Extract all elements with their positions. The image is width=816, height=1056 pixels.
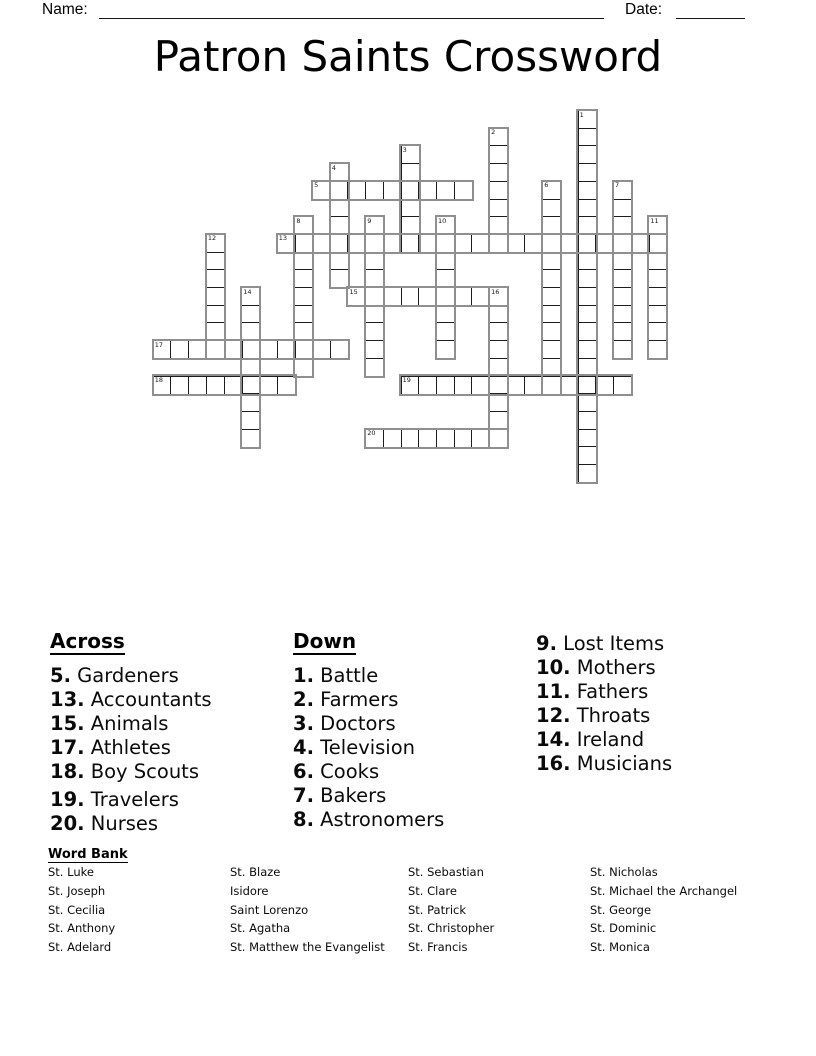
grid-cell[interactable] <box>330 252 349 271</box>
cell-number: 20 <box>367 429 376 438</box>
grid-cell[interactable] <box>294 322 313 341</box>
cell-number: 5 <box>314 181 319 190</box>
word-bank-item: Saint Lorenzo <box>230 902 309 917</box>
grid-cell[interactable] <box>613 234 632 253</box>
grid-cell[interactable] <box>401 199 420 218</box>
grid-cell[interactable] <box>489 145 508 164</box>
word-bank-item: St. Anthony <box>48 921 116 936</box>
grid-cell[interactable] <box>206 322 225 341</box>
clue-item-12: 12. Throats <box>536 704 651 727</box>
word-bank-item: St. Christopher <box>408 921 495 936</box>
clue-item-4: 4. Television <box>293 736 416 759</box>
clue-item-3: 3. Doctors <box>293 712 396 735</box>
grid-cell[interactable] <box>401 429 420 448</box>
clue-item-1: 1. Battle <box>293 664 379 687</box>
grid-cell[interactable] <box>542 376 561 395</box>
clue-item-20: 20. Nurses <box>50 812 159 835</box>
grid-cell[interactable] <box>648 287 667 306</box>
cell-number: 14 <box>243 287 252 296</box>
grid-cell[interactable] <box>648 322 667 341</box>
clue-item-19: 19. Travelers <box>50 788 179 811</box>
word-bank-item: St. Joseph <box>48 883 106 898</box>
grid-cell[interactable] <box>613 287 632 306</box>
word-bank-section <box>48 843 788 963</box>
grid-cell[interactable] <box>383 181 402 200</box>
cell-number: 13 <box>278 234 287 243</box>
grid-cell[interactable] <box>631 234 650 253</box>
clue-number: 2. <box>293 688 314 711</box>
grid-cell[interactable] <box>241 429 260 448</box>
grid-cell[interactable] <box>648 340 667 359</box>
grid-cell[interactable] <box>542 358 561 377</box>
word-bank-heading: Word Bank <box>48 847 128 862</box>
grid-cell[interactable] <box>542 199 561 218</box>
clue-number: 16. <box>536 752 571 775</box>
grid-cell[interactable] <box>365 252 384 271</box>
grid-cell[interactable] <box>224 376 243 395</box>
grid-cell[interactable] <box>170 376 189 395</box>
grid-cell[interactable] <box>542 252 561 271</box>
cell-number: 7 <box>614 181 620 190</box>
grid-cell[interactable] <box>206 287 225 306</box>
grid-cell[interactable] <box>330 181 349 200</box>
grid-cell[interactable] <box>241 411 260 430</box>
grid-cell[interactable] <box>471 234 490 253</box>
clue-item-15: 15. Animals <box>50 712 169 735</box>
across-clues-section <box>50 630 285 836</box>
grid-cell[interactable] <box>365 322 384 341</box>
clue-number: 4. <box>293 736 314 759</box>
name-blank-line[interactable] <box>99 0 604 19</box>
grid-cell[interactable] <box>578 199 597 218</box>
clue-item-8: 8. Astronomers <box>293 808 445 831</box>
word-bank-item: St. Nicholas <box>590 865 658 879</box>
grid-cell[interactable] <box>542 287 561 306</box>
grid-cell[interactable] <box>418 181 437 200</box>
clue-item-11: 11. Fathers <box>536 680 649 703</box>
cell-number: 18 <box>154 376 164 384</box>
down-clues-section <box>293 630 528 832</box>
clue-item-16: 16. Musicians <box>536 752 673 775</box>
grid-cell[interactable] <box>613 322 632 341</box>
crossword-grid <box>153 110 667 482</box>
cell-number: 8 <box>296 216 301 225</box>
word-bank-item: St. George <box>590 902 652 917</box>
grid-cell[interactable] <box>542 234 561 253</box>
grid-cell[interactable] <box>489 181 508 200</box>
word-bank-item: St. Cecilia <box>48 902 106 917</box>
grid-cell[interactable] <box>206 340 225 359</box>
cell-number: 10 <box>437 216 447 225</box>
grid-cell[interactable] <box>578 376 597 395</box>
clue-number: 5. <box>50 664 71 687</box>
grid-cell[interactable] <box>648 234 667 253</box>
clue-number: 1. <box>293 664 314 687</box>
grid-cell[interactable] <box>524 234 543 253</box>
grid-cell[interactable] <box>648 269 667 288</box>
grid-cell[interactable] <box>401 181 420 200</box>
grid-cell[interactable] <box>206 252 225 271</box>
grid-cell[interactable] <box>489 199 508 218</box>
grid-cell[interactable] <box>578 216 597 235</box>
clue-item-13: 13. Accountants <box>50 688 212 711</box>
grid-cell[interactable] <box>436 305 455 324</box>
grid-cell[interactable] <box>542 322 561 341</box>
grid-cell[interactable] <box>560 234 579 253</box>
grid-cell[interactable] <box>489 163 508 182</box>
across-clue-list <box>50 664 285 836</box>
clue-number: 3. <box>293 712 314 735</box>
word-bank-item: St. Blaze <box>230 865 281 879</box>
word-bank-item: St. Dominic <box>590 921 657 936</box>
grid-cell[interactable] <box>542 216 561 235</box>
clue-item-9: 9. Lost Items <box>536 632 665 655</box>
down-clue-list-continued <box>536 632 776 776</box>
clue-number: 9. <box>536 632 557 655</box>
clue-item-5: 5. Gardeners <box>50 664 179 687</box>
grid-cell[interactable] <box>241 340 260 359</box>
grid-cell[interactable] <box>418 287 437 306</box>
cell-number: 1 <box>579 110 584 119</box>
grid-cell[interactable] <box>436 287 455 306</box>
clue-number: 10. <box>536 656 571 679</box>
grid-cell[interactable] <box>613 305 632 324</box>
grid-cell[interactable] <box>401 216 420 235</box>
grid-cell[interactable] <box>294 305 313 324</box>
grid-cell[interactable] <box>330 199 349 218</box>
grid-cell[interactable] <box>401 234 420 253</box>
grid-cell[interactable] <box>471 287 490 306</box>
grid-cell[interactable] <box>436 429 455 448</box>
grid-cell[interactable] <box>436 269 455 288</box>
grid-cell[interactable] <box>578 322 597 341</box>
grid-cell[interactable] <box>578 464 597 483</box>
cell-number: 15 <box>349 287 358 296</box>
grid-cell[interactable] <box>578 163 597 182</box>
down-clues-continued-section <box>536 632 776 776</box>
grid-cell[interactable] <box>436 340 455 359</box>
clue-item-10: 10. Mothers <box>536 656 656 679</box>
grid-cell[interactable] <box>578 234 597 253</box>
grid-cell[interactable] <box>578 128 597 147</box>
clue-number: 18. <box>50 760 85 783</box>
grid-cell[interactable] <box>524 376 543 395</box>
grid-cell[interactable] <box>578 393 597 412</box>
grid-cell[interactable] <box>613 252 632 271</box>
clue-item-7: 7. Bakers <box>293 784 387 807</box>
grid-cell[interactable] <box>648 305 667 324</box>
grid-cell[interactable] <box>489 411 508 430</box>
grid-cell[interactable] <box>188 376 207 395</box>
grid-cell[interactable] <box>578 252 597 271</box>
clue-number: 14. <box>536 728 571 751</box>
grid-cell[interactable] <box>294 234 313 253</box>
cell-number: 16 <box>491 287 500 296</box>
cell-number: 12 <box>207 234 217 243</box>
grid-cell[interactable] <box>542 305 561 324</box>
clue-number: 12. <box>536 704 571 727</box>
word-bank-item: St. Luke <box>48 865 94 879</box>
word-bank-column <box>48 863 115 957</box>
clue-number: 8. <box>293 808 314 831</box>
grid-cell[interactable] <box>241 305 260 324</box>
grid-cell[interactable] <box>613 269 632 288</box>
cell-number: 17 <box>154 340 164 349</box>
grid-cell[interactable] <box>347 181 366 200</box>
grid-cell[interactable] <box>294 358 313 377</box>
grid-cell[interactable] <box>578 446 597 465</box>
grid-cell[interactable] <box>365 269 384 288</box>
grid-cell[interactable] <box>383 234 402 253</box>
grid-cell[interactable] <box>418 234 437 253</box>
clue-number: 11. <box>536 680 571 703</box>
grid-cell[interactable] <box>436 252 455 271</box>
grid-cell[interactable] <box>578 145 597 164</box>
down-heading: Down <box>293 629 357 653</box>
grid-cell[interactable] <box>454 429 473 448</box>
grid-cell[interactable] <box>241 322 260 341</box>
word-bank-column <box>590 863 737 957</box>
grid-cell[interactable] <box>454 181 473 200</box>
grid-cell[interactable] <box>330 216 349 235</box>
grid-cell[interactable] <box>489 393 508 412</box>
grid-cell[interactable] <box>436 234 455 253</box>
grid-cell[interactable] <box>489 305 508 324</box>
cell-number: 2 <box>491 128 496 137</box>
grid-cell[interactable] <box>613 340 632 359</box>
grid-cell[interactable] <box>365 234 384 253</box>
grid-cell[interactable] <box>613 216 632 235</box>
word-bank-item: St. Clare <box>408 883 457 898</box>
word-bank-item: St. Matthew the Evangelist <box>230 940 385 955</box>
grid-cell[interactable] <box>241 376 260 395</box>
grid-cell[interactable] <box>383 287 402 306</box>
clue-number: 15. <box>50 712 85 735</box>
word-bank-item: St. Sebastian <box>408 865 484 879</box>
clue-item-6: 6. Cooks <box>293 760 380 783</box>
grid-cell[interactable] <box>383 429 402 448</box>
grid-cell[interactable] <box>578 305 597 324</box>
grid-cell[interactable] <box>206 376 225 395</box>
clue-number: 17. <box>50 736 85 759</box>
grid-cell[interactable] <box>312 234 331 253</box>
grid-cell[interactable] <box>489 234 508 253</box>
clue-item-14: 14. Ireland <box>536 728 645 751</box>
grid-cell[interactable] <box>648 252 667 271</box>
cell-number: 6 <box>544 181 549 190</box>
grid-cell[interactable] <box>613 376 632 395</box>
grid-cell[interactable] <box>277 340 296 359</box>
grid-cell[interactable] <box>347 234 366 253</box>
grid-cell[interactable] <box>436 181 455 200</box>
grid-cell[interactable] <box>224 340 243 359</box>
cell-number: 19 <box>402 376 411 384</box>
grid-cell[interactable] <box>330 269 349 288</box>
grid-cell[interactable] <box>454 287 473 306</box>
clue-number: 7. <box>293 784 314 807</box>
grid-cell[interactable] <box>294 252 313 271</box>
word-bank-item: St. Michael the Archangel <box>590 883 738 898</box>
grid-cell[interactable] <box>507 234 526 253</box>
word-bank-column <box>230 863 385 957</box>
grid-cell[interactable] <box>542 269 561 288</box>
grid-cell[interactable] <box>206 269 225 288</box>
grid-cell[interactable] <box>365 340 384 359</box>
grid-cell[interactable] <box>365 181 384 200</box>
grid-cell[interactable] <box>418 376 437 395</box>
across-heading: Across <box>50 629 125 653</box>
grid-cell[interactable] <box>259 376 278 395</box>
grid-cell[interactable] <box>418 429 437 448</box>
grid-cell[interactable] <box>277 376 296 395</box>
word-bank-item: St. Adelard <box>48 940 112 955</box>
grid-cell[interactable] <box>241 393 260 412</box>
grid-cell[interactable] <box>578 287 597 306</box>
word-bank-item: St. Monica <box>590 940 650 955</box>
grid-cell[interactable] <box>436 376 455 395</box>
grid-cell[interactable] <box>206 305 225 324</box>
grid-cell[interactable] <box>560 376 579 395</box>
cell-number: 3 <box>402 145 407 154</box>
grid-cell[interactable] <box>454 234 473 253</box>
grid-cell[interactable] <box>401 163 420 182</box>
grid-cell[interactable] <box>578 411 597 430</box>
grid-cell[interactable] <box>489 322 508 341</box>
grid-cell[interactable] <box>489 340 508 359</box>
grid-cell[interactable] <box>436 322 455 341</box>
grid-cell[interactable] <box>613 199 632 218</box>
word-bank-item: Isidore <box>230 883 269 898</box>
name-label: Name: <box>42 1 88 18</box>
grid-cell[interactable] <box>595 234 614 253</box>
grid-cell[interactable] <box>471 429 490 448</box>
grid-cell[interactable] <box>170 340 189 359</box>
clue-item-18: 18. Boy Scouts <box>50 760 199 783</box>
grid-cell[interactable] <box>241 358 260 377</box>
cell-number: 11 <box>650 216 659 225</box>
grid-cell[interactable] <box>578 340 597 359</box>
grid-cell[interactable] <box>471 376 490 395</box>
grid-cell[interactable] <box>489 358 508 377</box>
grid-cell[interactable] <box>365 305 384 324</box>
clue-number: 20. <box>50 812 85 835</box>
down-clue-list <box>293 664 528 832</box>
grid-cell[interactable] <box>578 358 597 377</box>
grid-cell[interactable] <box>489 376 508 395</box>
clue-number: 6. <box>293 760 314 783</box>
grid-cell[interactable] <box>578 269 597 288</box>
grid-cell[interactable] <box>365 287 384 306</box>
grid-cell[interactable] <box>294 340 313 359</box>
clue-item-17: 17. Athletes <box>50 736 171 759</box>
grid-cell[interactable] <box>365 358 384 377</box>
word-bank-item: St. Patrick <box>408 902 466 917</box>
grid-cell[interactable] <box>401 287 420 306</box>
grid-cell[interactable] <box>454 376 473 395</box>
grid-cell[interactable] <box>489 429 508 448</box>
grid-cell[interactable] <box>330 340 349 359</box>
grid-cell[interactable] <box>294 287 313 306</box>
word-bank-item: St. Francis <box>408 940 468 955</box>
grid-cell[interactable] <box>259 340 278 359</box>
grid-cell[interactable] <box>595 376 614 395</box>
date-blank-line[interactable] <box>676 0 745 19</box>
word-bank-column <box>408 863 494 957</box>
clue-number: 19. <box>50 788 85 811</box>
date-label: Date: <box>625 1 663 18</box>
cell-number: 4 <box>331 163 336 172</box>
cell-number: 9 <box>367 216 372 225</box>
clue-item-2: 2. Farmers <box>293 688 399 711</box>
page-title: Patron Saints Crossword <box>153 32 663 81</box>
grid-cell[interactable] <box>188 340 207 359</box>
clue-number: 13. <box>50 688 85 711</box>
grid-cell[interactable] <box>578 181 597 200</box>
grid-cell[interactable] <box>294 269 313 288</box>
grid-cell[interactable] <box>312 340 331 359</box>
grid-cell[interactable] <box>330 234 349 253</box>
grid-cell[interactable] <box>489 216 508 235</box>
grid-cell[interactable] <box>578 429 597 448</box>
word-bank-item: St. Agatha <box>230 921 291 936</box>
grid-cell[interactable] <box>542 340 561 359</box>
grid-cell[interactable] <box>507 376 526 395</box>
